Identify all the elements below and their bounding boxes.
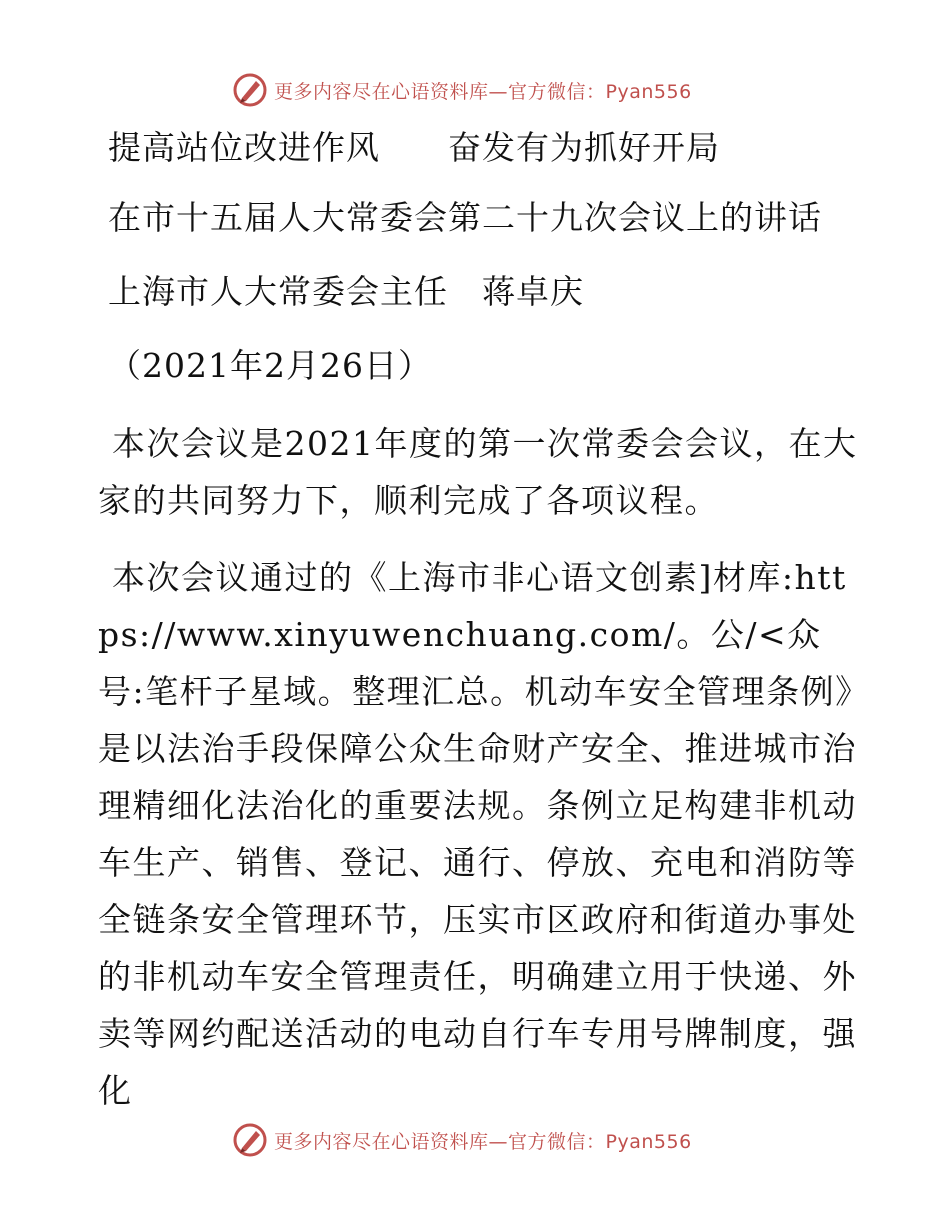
banner-wechat-text: 官方微信：Pyan556 bbox=[508, 80, 692, 103]
paragraph-1: 本次会议是2021年度的第一次常委会会议，在大家的共同努力下，顺利完成了各项议程。 bbox=[98, 424, 858, 520]
banner-site-text: 更多内容尽在心语资料库 bbox=[274, 80, 489, 103]
banner-text bbox=[274, 77, 692, 104]
banner-separator: — bbox=[488, 1130, 509, 1153]
doc-title: 提高站位改进作风 奋发有为抓好开局 bbox=[108, 128, 720, 167]
header-banner bbox=[232, 70, 692, 110]
banner-site-text: 更多内容尽在心语资料库 bbox=[274, 1130, 489, 1153]
doc-subtitle: 在市十五届人大常委会第二十九次会议上的讲话 bbox=[108, 198, 822, 237]
pen-logo-icon bbox=[232, 1122, 268, 1158]
banner-separator: — bbox=[488, 80, 509, 103]
doc-author: 上海市人大常委会主任 蒋卓庆 bbox=[108, 272, 584, 311]
paragraph-2: 本次会议通过的《上海市非心语文创素]材库:https://www.xinyuwenchuang.com/。公/<众号:笔杆子星域。整理汇总。机动车安全管理条例》是以法治手段保障公众生命财产安全、推进城市治理精细化法治化的重要法规。条例立足构建非机动车生产、销售、登记、通行、停放、充电和消防等全链条安全管理环节，压实市区政府和街道办事处的非机动车安全管理责任，明确建立用于快递、外卖等网约配送活动的电动自行车专用号牌制度，强化 bbox=[98, 558, 857, 1110]
doc-date: （2021年2月26日） bbox=[108, 346, 432, 385]
pen-logo-icon bbox=[232, 72, 268, 108]
banner-text bbox=[274, 1127, 692, 1154]
footer-banner bbox=[232, 1120, 692, 1160]
banner-wechat-text: 官方微信：Pyan556 bbox=[508, 1130, 692, 1153]
